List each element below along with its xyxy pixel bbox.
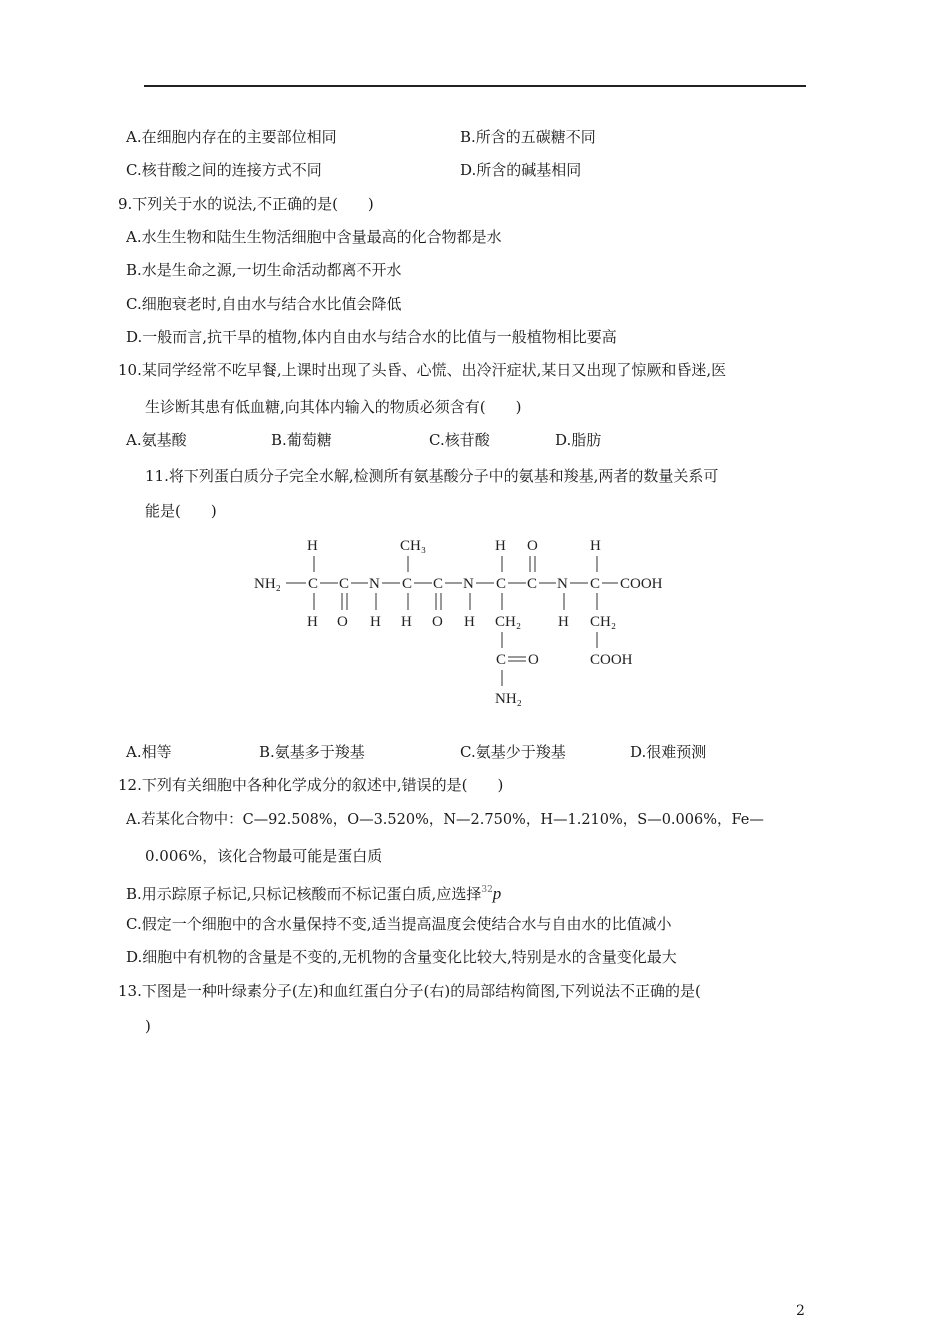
q9-option-b: B.水是生命之源,一切生命活动都离不开水 xyxy=(126,261,402,279)
group-ch2: CH₂ xyxy=(495,614,522,630)
q11-option-a: A.相等 xyxy=(126,743,172,761)
q12-option-a-line1: A.若某化合物中：C—92.508%，O—3.520%，N—2.750%，H—1.210%，S—0.006%，Fe— xyxy=(126,812,764,828)
atom-n: N xyxy=(463,576,474,592)
atom-h: H xyxy=(464,614,475,630)
group-nh2: NH₂ xyxy=(495,691,522,707)
q12-option-c: C.假定一个细胞中的含水量保持不变,适当提高温度会使结合水与自由水的比值减小 xyxy=(126,915,672,933)
isotope-mass-number: 32 xyxy=(481,885,493,895)
q10-option-b: B.葡萄糖 xyxy=(271,431,332,449)
atom-n: N xyxy=(369,576,380,592)
atom-c: C xyxy=(402,576,413,592)
atom-o: O xyxy=(528,652,539,668)
group-ch2: CH₂ xyxy=(590,614,617,630)
q9-option-d: D.一般而言,抗干旱的植物,体内自由水与结合水的比值与一般植物相比要高 xyxy=(126,328,617,346)
group-nh2: NH₂ xyxy=(254,576,281,592)
q10-option-d: D.脂肪 xyxy=(555,431,602,449)
atom-h: H xyxy=(495,538,506,554)
atom-c: C xyxy=(308,576,319,592)
q12-option-b-text: B.用示踪原子标记,只标记核酸而不标记蛋白质,应选择 xyxy=(126,885,482,903)
q11-option-c: C.氨基少于羧基 xyxy=(460,743,566,761)
q11-option-b: B.氨基多于羧基 xyxy=(259,743,365,761)
header-rule xyxy=(144,85,806,87)
atom-c: C xyxy=(339,576,350,592)
q11-option-d: D.很难预测 xyxy=(630,743,707,761)
group-ch3: CH₃ xyxy=(400,538,427,554)
group-cooh: COOH xyxy=(620,576,663,592)
q13-stem-line1: 13.下图是一种叶绿素分子(左)和血红蛋白分子(右)的局部结构简图,下列说法不正确的是( xyxy=(118,982,701,1000)
atom-o: O xyxy=(527,538,538,554)
atom-c: C xyxy=(496,576,507,592)
q9-option-a: A.水生生物和陆生生物活细胞中含量最高的化合物都是水 xyxy=(126,228,502,246)
atom-h: H xyxy=(370,614,381,630)
peptide-structure-diagram xyxy=(240,530,680,715)
atom-c: C xyxy=(496,652,507,668)
q10-stem-line2: 生诊断其患有低血糖,向其体内输入的物质必须含有( ) xyxy=(145,398,522,416)
atom-h: H xyxy=(590,538,601,554)
q12-stem: 12.下列有关细胞中各种化学成分的叙述中,错误的是( ) xyxy=(118,776,504,794)
atom-h: H xyxy=(307,538,318,554)
atom-h: H xyxy=(401,614,412,630)
atom-n: N xyxy=(557,576,568,592)
atom-h: H xyxy=(307,614,318,630)
page-number: 2 xyxy=(796,1303,805,1319)
q11-stem-line1: 11.将下列蛋白质分子完全水解,检测所有氨基酸分子中的氨基和羧基,两者的数量关系可 xyxy=(145,467,719,485)
q11-stem-line2: 能是( ) xyxy=(145,502,217,520)
q9-stem: 9.下列关于水的说法,不正确的是( ) xyxy=(118,195,374,213)
q8-option-b: B.所含的五碳糖不同 xyxy=(460,128,596,146)
atom-c: C xyxy=(590,576,601,592)
q8-option-a: A.在细胞内存在的主要部位相同 xyxy=(126,128,337,146)
isotope-symbol: p xyxy=(492,884,502,903)
q10-option-c: C.核苷酸 xyxy=(429,431,490,449)
q13-stem-line2: ) xyxy=(145,1017,151,1035)
q12-option-b xyxy=(126,880,501,904)
atom-h: H xyxy=(558,614,569,630)
atom-o: O xyxy=(432,614,443,630)
q10-stem-line1: 10.某同学经常不吃早餐,上课时出现了头昏、心慌、出冷汗症状,某日又出现了惊厥和昏迷,医 xyxy=(118,361,727,379)
q9-option-c: C.细胞衰老时,自由水与结合水比值会降低 xyxy=(126,295,402,313)
q10-option-a: A.氨基酸 xyxy=(126,431,187,449)
atom-o: O xyxy=(337,614,348,630)
q12-option-a-line2: 0.006%，该化合物最可能是蛋白质 xyxy=(145,847,383,865)
atom-c: C xyxy=(527,576,538,592)
group-cooh: COOH xyxy=(590,652,633,668)
atom-c: C xyxy=(433,576,444,592)
q12-option-d: D.细胞中有机物的含量是不变的,无机物的含量变化比较大,特别是水的含量变化最大 xyxy=(126,948,677,966)
q8-option-c: C.核苷酸之间的连接方式不同 xyxy=(126,161,322,179)
q8-option-d: D.所含的碱基相同 xyxy=(460,161,582,179)
